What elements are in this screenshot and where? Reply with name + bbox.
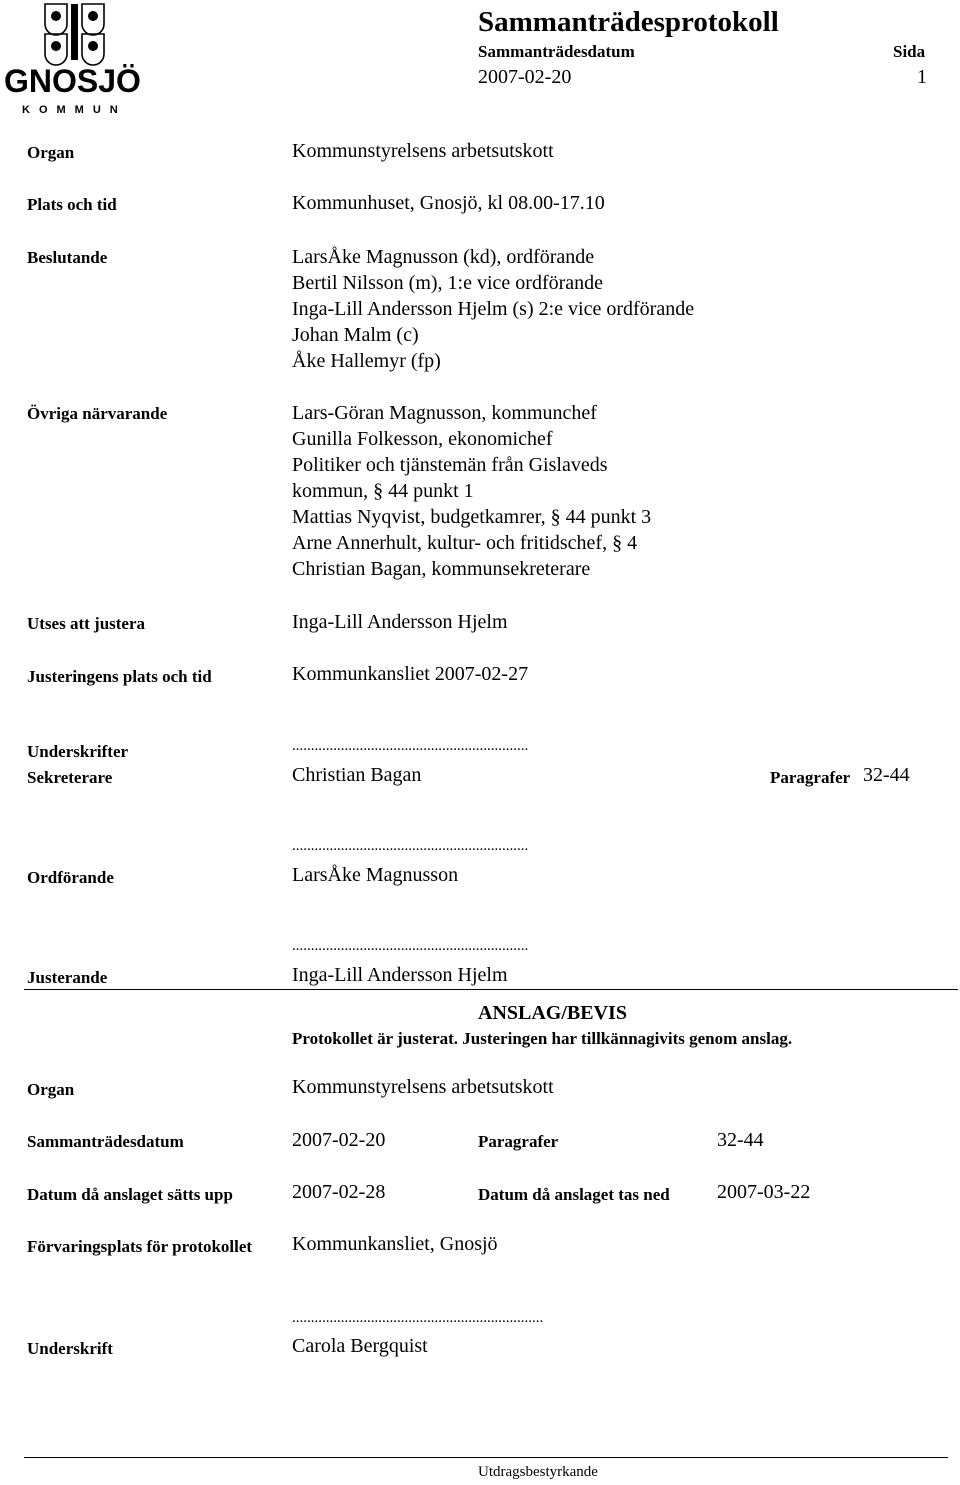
chair-signature-line: ............................................................... [292, 838, 529, 854]
notice-paragraphs-label: Paragrafer [478, 1132, 559, 1151]
others-item: Gunilla Folkesson, ekonomichef [292, 428, 553, 450]
others-item: Mattias Nyqvist, budgetkamrer, § 44 punkt 3 [292, 506, 652, 528]
storage-label: Förvaringsplats för protokollet [27, 1237, 253, 1256]
header-page-value: 1 [917, 66, 927, 88]
adjust-place-label: Justeringens plats och tid [27, 667, 212, 686]
secretary-name: Christian Bagan [292, 764, 422, 786]
signature-label: Underskrift [27, 1339, 113, 1358]
adjuster-appoint-value: Inga-Lill Andersson Hjelm [292, 611, 508, 633]
organ-value: Kommunstyrelsens arbetsutskott [292, 140, 554, 162]
secretary-signature-line: ............................................................... [292, 738, 529, 754]
deciding-member: Johan Malm (c) [292, 324, 419, 346]
notice-paragraphs-value: 32-44 [717, 1129, 764, 1151]
posted-date-value: 2007-02-28 [292, 1181, 386, 1203]
paragraphs-label: Paragrafer [770, 768, 851, 787]
logo-subtext: KOMMUN [22, 104, 127, 116]
secretary-label: Sekreterare [27, 768, 113, 787]
notice-organ-label: Organ [27, 1080, 75, 1099]
others-item: Lars-Göran Magnusson, kommunchef [292, 402, 597, 424]
deciding-list [292, 244, 694, 374]
others-item: Christian Bagan, kommunsekreterare [292, 558, 591, 580]
notice-date-value: 2007-02-20 [292, 1129, 386, 1151]
notice-date-label: Sammanträdesdatum [27, 1132, 184, 1151]
adjuster-appoint-label: Utses att justera [27, 614, 146, 633]
chair-label: Ordförande [27, 868, 114, 887]
removed-date-value: 2007-03-22 [717, 1181, 811, 1203]
deciding-member: LarsÅke Magnusson (kd), ordförande [292, 246, 595, 268]
deciding-member: Åke Hallemyr (fp) [292, 350, 441, 372]
header-page-label: Sida [893, 42, 926, 61]
deciding-member: Inga-Lill Andersson Hjelm (s) 2:e vice ordförande [292, 298, 695, 320]
others-item: Arne Annerhult, kultur- och fritidschef, § 4 [292, 532, 638, 554]
adjuster-sign-name: Inga-Lill Andersson Hjelm [292, 964, 508, 986]
storage-value: Kommunkansliet, Gnosjö [292, 1233, 498, 1255]
document-title: Sammanträdesprotokoll [478, 6, 779, 38]
organ-label: Organ [27, 143, 75, 162]
signature-name: Carola Bergquist [292, 1335, 428, 1357]
place-label: Plats och tid [27, 195, 117, 214]
others-list [292, 400, 651, 582]
notice-statement: Protokollet är justerat. Justeringen har tillkännagivits genom anslag. [292, 1029, 793, 1048]
others-label: Övriga närvarande [27, 404, 168, 423]
deciding-label: Beslutande [27, 248, 108, 267]
adjuster-signature-line: ............................................................... [292, 938, 529, 954]
header-date-label: Sammanträdesdatum [478, 42, 635, 61]
footer-text: Utdragsbestyrkande [478, 1464, 598, 1480]
deciding-member: Bertil Nilsson (m), 1:e vice ordförande [292, 272, 604, 294]
others-item: Politiker och tjänstemän från Gislaveds [292, 454, 608, 476]
notice-organ-value: Kommunstyrelsens arbetsutskott [292, 1076, 554, 1098]
section-divider [24, 989, 958, 990]
municipality-logo [0, 0, 150, 118]
adjuster-sign-label: Justerande [27, 968, 108, 987]
logo-wordmark: GNOSJÖ [4, 63, 141, 99]
removed-date-label: Datum då anslaget tas ned [478, 1185, 670, 1204]
posted-date-label: Datum då anslaget sätts upp [27, 1185, 233, 1204]
adjust-place-value: Kommunkansliet 2007-02-27 [292, 663, 529, 685]
place-value: Kommunhuset, Gnosjö, kl 08.00-17.10 [292, 192, 605, 214]
others-item: kommun, § 44 punkt 1 [292, 480, 474, 502]
final-signature-line: ................................................................... [292, 1310, 544, 1326]
chair-name: LarsÅke Magnusson [292, 864, 459, 886]
paragraphs-value: 32-44 [863, 764, 910, 786]
signatures-heading: Underskrifter [27, 742, 129, 761]
notice-heading: ANSLAG/BEVIS [478, 1002, 627, 1024]
footer-rule [24, 1457, 948, 1458]
header-date-value: 2007-02-20 [478, 66, 572, 88]
